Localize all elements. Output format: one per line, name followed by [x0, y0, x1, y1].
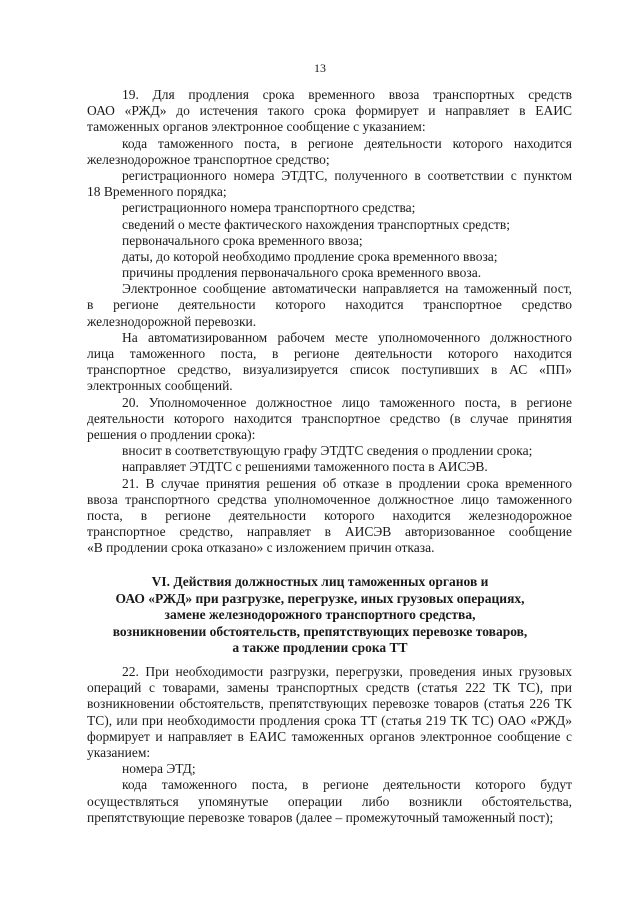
heading-line: а также продлении срока ТТ	[232, 640, 408, 655]
text-line: регистрационного номера ЭТДТС, полученного в соответствии с пунктом	[122, 167, 572, 183]
text-line: даты, до которой необходимо продление срока временного ввоза;	[122, 248, 498, 264]
section-item-22	[87, 664, 572, 826]
heading-line: замене железнодорожного транспортного средства,	[164, 607, 476, 622]
text-line: таможенных органов электронное сообщение с указанием:	[87, 119, 426, 135]
text-line: направляет ЭТДТС с решениями таможенного поста в АИСЭВ.	[122, 459, 488, 475]
text-line: причины продления первоначального срока временного ввоза.	[122, 265, 482, 281]
text-line: в регионе деятельности которого находится транспортное средство	[87, 297, 572, 313]
text-line: поста, в регионе деятельности которого находится железнодорожное	[87, 507, 572, 523]
text-line: транспортное средство, визуализируется список поступивших в АС «ПП»	[87, 362, 572, 378]
text-line: лица таможенного поста, в регионе деятельности которого находится	[87, 346, 572, 361]
section-heading	[60, 574, 580, 657]
text-line: сведений о месте фактического нахождения транспортных средств;	[122, 216, 510, 232]
text-line: кода таможенного поста, в регионе деятельности которого находится	[122, 135, 572, 151]
heading-line: ОАО «РЖД» при разгрузке, перегрузке, иных грузовых операциях,	[115, 590, 525, 606]
text-line: железнодорожное транспортное средство;	[87, 151, 330, 167]
text-line: номера ЭТД;	[122, 761, 196, 777]
text-line: осуществляться упомянутые операции либо возникли обстоятельства,	[87, 793, 572, 809]
text-line: возникновении обстоятельств, препятствующих перевозке товаров (статья 226 ТК	[87, 696, 572, 712]
text-line: ввоза транспортного средства уполномоченное должностное лицо таможенного	[87, 491, 572, 507]
text-line: кода таможенного поста, в регионе деятельности которого будут	[122, 777, 572, 793]
text-line: формирует и направляет в ЕАИС таможенных органов электронное сообщение с	[87, 728, 572, 744]
text-line: На автоматизированном рабочем месте уполномоченного должностного	[122, 329, 572, 345]
text-line: ТС), или при необходимости продления срока ТТ (статья 219 ТК ТС) ОАО «РЖД»	[87, 712, 572, 728]
text-line: транспортное средство, направляет в АИСЭВ авторизованное сообщение	[87, 524, 572, 540]
text-line: ОАО «РЖД» до истечения такого срока формирует и направляет в ЕАИС	[87, 103, 572, 119]
text-line: железнодорожной перевозки.	[87, 313, 257, 329]
text-line: «В продлении срока отказано» с изложением причин отказа.	[87, 540, 435, 556]
text-line: указанием:	[87, 744, 151, 760]
text-line: 21. В случае принятия решения об отказе в продлении срока временного	[122, 475, 572, 491]
page-number: 13	[314, 61, 326, 75]
heading-line: возникновении обстоятельств, препятствующих перевозке товаров,	[112, 623, 528, 639]
text-line: 20. Уполномоченное должностное лицо таможенного поста, в регионе	[122, 394, 572, 410]
text-line: 19. Для продления срока временного ввоза транспортных средств	[122, 87, 572, 102]
text-line: первоначального срока временного ввоза;	[122, 232, 363, 248]
text-line: электронных сообщений.	[87, 378, 233, 394]
text-line: деятельности которого находится транспортное средство (в случае принятия	[87, 410, 572, 426]
text-line: вносит в соответствующую графу ЭТДТС сведения о продлении срока;	[122, 443, 533, 459]
text-line: решения о продлении срока):	[87, 426, 256, 442]
text-line: Электронное сообщение автоматически направляется на таможенный пост,	[122, 281, 572, 297]
section-items-19-21	[87, 87, 572, 556]
text-line: препятствующие перевозке товаров (далее – промежуточный таможенный пост);	[87, 809, 554, 825]
text-line: операций с товарами, замены транспортных средств (статья 222 ТК ТС), при	[87, 680, 572, 696]
text-line: регистрационного номера транспортного средства;	[122, 200, 416, 216]
heading-line: VI. Действия должностных лиц таможенных органов и	[151, 574, 489, 589]
text-line: 18 Временного порядка;	[87, 184, 227, 200]
text-line: 22. При необходимости разгрузки, перегрузки, проведения иных грузовых	[122, 664, 572, 679]
